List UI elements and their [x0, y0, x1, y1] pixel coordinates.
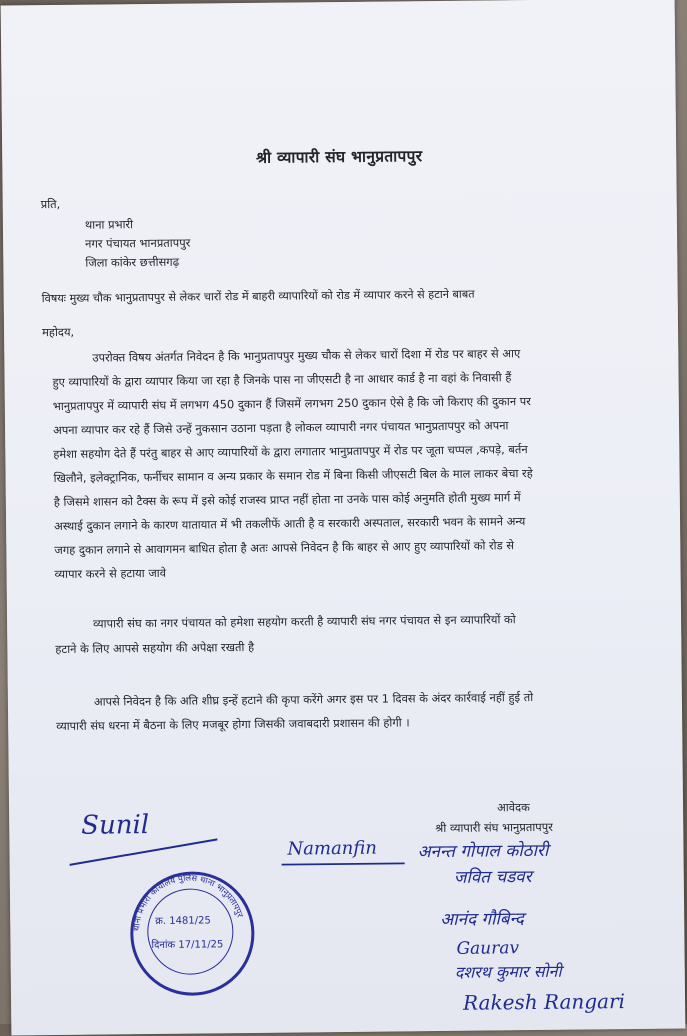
signature-namanfin: Namanfin — [287, 837, 378, 860]
signature-gaurav: Gaurav — [456, 938, 520, 959]
svg-text:थाना प्रभारी कार्यालय पुलिस था: थाना प्रभारी कार्यालय पुलिस थाना भानुप्रतापपुर — [132, 873, 245, 932]
signature-sunil: Sunil — [81, 810, 150, 841]
signature-underline — [67, 833, 237, 875]
signature-anant: अनन्त गोपाल कोठारी — [417, 840, 549, 863]
stamp-date: दिनांक 17/11/25 — [151, 939, 224, 952]
subject-line: विषयः मुख्य चौक भानुप्रतापपुर से लेकर चारों रोड में बाहरी व्यापारियों को रोड में व्यापार करने से हटाने बाबत — [41, 287, 475, 306]
body-line: अपना व्यापार कर रहे हैं जिसे उन्हें नुकसान उठाना पड़ता है लोकल व्यापारी नगर पंचायत भानुप्रतापपुर को अपना — [53, 418, 509, 438]
body-line: जगह दुकान लगाने से आवागमन बाधित होता है अतः आपसे निवेदन है कि बाहर से आए हुए व्यापारियों को रोड से — [54, 538, 515, 558]
applicant-label: आवेदक — [496, 800, 530, 815]
signature-rakesh: Rakesh Rangari — [462, 989, 626, 1015]
letter-page — [1, 0, 686, 1036]
salutation: महोदय, — [41, 324, 75, 340]
body-line: आपसे निवेदन है कि अति शीघ्र इन्हें हटाने की कृपा करेंगे अगर इस पर 1 दिवस के अंदर कार्रवाई नहीं हुई तो — [93, 690, 534, 709]
body-line: हटाने के लिए आपसे सहयोग की अपेक्षा रखती है — [55, 639, 255, 657]
body-line: भानुप्रतापपुर में व्यापारी संघ में लगभग 450 दुकान हैं जिसमें लगभग 250 दुकान ऐसे है कि जो किराए की दुकान पर — [52, 394, 531, 414]
stamp-number: क्र. 1481/25 — [155, 915, 211, 927]
signature-dashrath: दशरथ कुमार सोनी — [454, 961, 562, 982]
letter-title: श्री व्यापारी संघ भानुप्रतापपुर — [256, 147, 423, 167]
applicant-org: श्री व्यापारी संघ भानुप्रतापपुर — [435, 819, 553, 836]
signature-jivit: जवित चडवर — [453, 867, 532, 888]
address-line: थाना प्रभारी — [84, 217, 134, 232]
body-line: व्यापारी संघ धरना में बैठना के लिए मजबूर होगा जिसकी जवाबदारी प्रशासन की होगी । — [56, 715, 410, 734]
signature-underline — [280, 857, 410, 870]
body-line: अस्थाई दुकान लगाने के कारण यातायात में भी तकलीफें आती है व सरकारी अस्पताल, सरकारी भवन के सामने अन्य — [54, 514, 526, 534]
police-station-stamp — [130, 871, 255, 996]
body-line: हुए व्यापारियों के द्वारा व्यापार किया जा रहा है जिनके पास ना जीएसटी है ना आधार कार्ड है ना वहां के निवासी हैं — [52, 370, 512, 390]
body-line: उपरोक्त विषय अंतर्गत निवेदन है कि भानुप्रतापपुर मुख्य चौक से लेकर चारों दिशा में रोड पर बाहर से आए — [92, 346, 521, 365]
stamp-inner-ring — [147, 888, 234, 975]
body-line: है जिसमे शासन को टैक्स के रूप में इसे कोई राजस्व प्राप्त नहीं होता ना उनके पास कोई अनुमति होती मुख्य मार्ग में — [53, 490, 521, 510]
body-line: खिलौने, इलेक्ट्रानिक, फर्नीचर सामान व अन्य प्रकार के समान रोड में बिना किसी जीएसटी बिल के माल लाकर बेचा रहे — [53, 466, 533, 486]
address-line: जिला कांकेर छत्तीसगढ़ — [85, 254, 180, 270]
address-line: नगर पंचायत भानप्रतापपुर — [85, 235, 191, 251]
signature-anand: आनंद गौबिन्द — [440, 909, 524, 931]
prati-label: प्रति, — [40, 196, 61, 212]
body-line: हमेशा सहयोग देते हैं परंतु बाहर से आए व्यापारियों के द्वारा लगातार भानुप्रतापपुर में रोड पर जूता चप्पल ,कपड़े, बर्तन — [53, 442, 528, 462]
body-line: व्यापार करने से हटाया जावे — [54, 565, 167, 582]
body-line: व्यापारी संघ का नगर पंचायत को हमेशा सहयोग करती है व्यापारी संघ नगर पंचायत से इन व्यापारियों को — [93, 612, 516, 631]
